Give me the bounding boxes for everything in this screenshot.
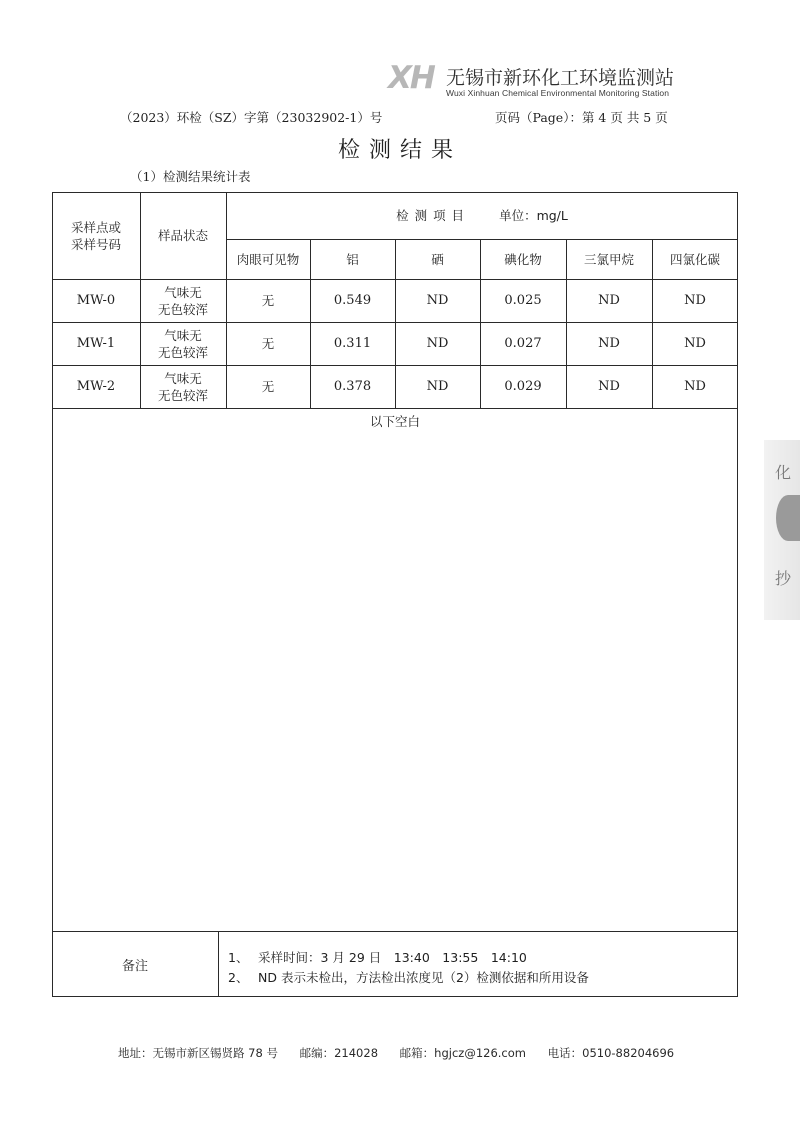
logo-mark: XH	[388, 60, 434, 96]
edge-fragment-shape	[776, 495, 800, 541]
footer-address: 地址：无锡市新区锡贤路 78 号	[118, 1046, 278, 1060]
document-number: （2023）环检（SZ）字第（23032902-1）号	[120, 110, 383, 125]
table-cell: ND	[426, 293, 449, 308]
header-sampling-point	[52, 192, 140, 279]
header-iodide: 碘化物	[504, 251, 542, 267]
remarks-label: 备注	[121, 959, 148, 974]
edge-fragment-text: 抄	[775, 569, 792, 588]
remark-item	[228, 968, 589, 986]
table-cell: 无	[261, 379, 275, 394]
table-cell: ND	[426, 379, 449, 394]
page-info: 页码（Page）：第 4 页 共 5 页	[495, 110, 668, 125]
remark-text: ND 表示未检出，方法检出浓度见（2）检测依据和所用设备	[258, 970, 589, 985]
table-cell: 无	[261, 293, 275, 308]
table-cell: ND	[598, 293, 620, 308]
table-cell: ND	[426, 336, 449, 351]
table-row-point: MW-1	[76, 336, 116, 351]
org-logo	[388, 60, 688, 102]
remark-item	[228, 948, 527, 966]
remark-number: 2、	[228, 970, 249, 985]
table-cell: ND	[598, 379, 620, 394]
table-cell: 0.549	[333, 293, 372, 308]
header-visible-matter: 肉眼可见物	[236, 251, 300, 267]
table-subtitle: （1）检测结果统计表	[130, 169, 251, 184]
table-cell: ND	[684, 379, 706, 394]
table-cell: 0.029	[504, 379, 542, 394]
header-aluminium: 铝	[346, 251, 359, 267]
footer-email: 邮箱：hgjcz@126.com	[399, 1046, 526, 1060]
table-line	[218, 931, 219, 997]
state-line: 无色较浑	[157, 387, 208, 403]
header-sample-state: 样品状态	[157, 228, 208, 243]
page-title: 检测结果	[337, 138, 462, 163]
edge-fragment-text: 化	[775, 463, 792, 482]
org-name-en: Wuxi Xinhuan Chemical Environmental Monitoring Station	[446, 88, 670, 98]
state-line: 无色较浑	[157, 301, 208, 317]
state-line: 气味无	[164, 284, 202, 300]
table-row-point: MW-2	[76, 379, 116, 394]
blank-below-note: 以下空白	[369, 414, 420, 429]
header-selenium: 硒	[431, 251, 444, 267]
table-cell: ND	[684, 293, 706, 308]
header-sampling-point-line1: 采样点或	[70, 219, 121, 235]
footer-postcode: 邮编：214028	[299, 1046, 379, 1060]
table-row-state	[140, 322, 226, 365]
table-cell: 0.025	[504, 293, 542, 308]
state-line: 气味无	[164, 370, 202, 386]
table-cell: 0.027	[504, 336, 542, 351]
header-sampling-point-line2: 采样号码	[70, 236, 121, 252]
remark-text: 采样时间：3 月 29 日 13:40 13:55 14:10	[258, 950, 527, 965]
header-unit: 单位：mg/L	[499, 208, 568, 223]
table-row-point: MW-0	[76, 293, 116, 308]
header-group-label: 检 测 项 目	[396, 208, 466, 223]
table-cell: 0.311	[333, 336, 372, 351]
table-row-state	[140, 365, 226, 408]
table-cell: ND	[598, 336, 620, 351]
footer-phone: 电话：0510-88204696	[547, 1046, 675, 1060]
table-cell: ND	[684, 336, 706, 351]
table-row-state	[140, 279, 226, 322]
state-line: 无色较浑	[157, 344, 208, 360]
org-name-cn: 无锡市新环化工环境监测站	[446, 67, 675, 89]
header-chloroform: 三氯甲烷	[583, 251, 634, 267]
state-line: 气味无	[164, 327, 202, 343]
page-footer	[118, 1045, 692, 1061]
header-test-items	[226, 192, 738, 239]
remark-number: 1、	[228, 950, 249, 965]
header-carbon-tetrachloride: 四氯化碳	[669, 251, 720, 267]
table-cell: 0.378	[333, 379, 372, 394]
table-cell: 无	[261, 336, 275, 351]
